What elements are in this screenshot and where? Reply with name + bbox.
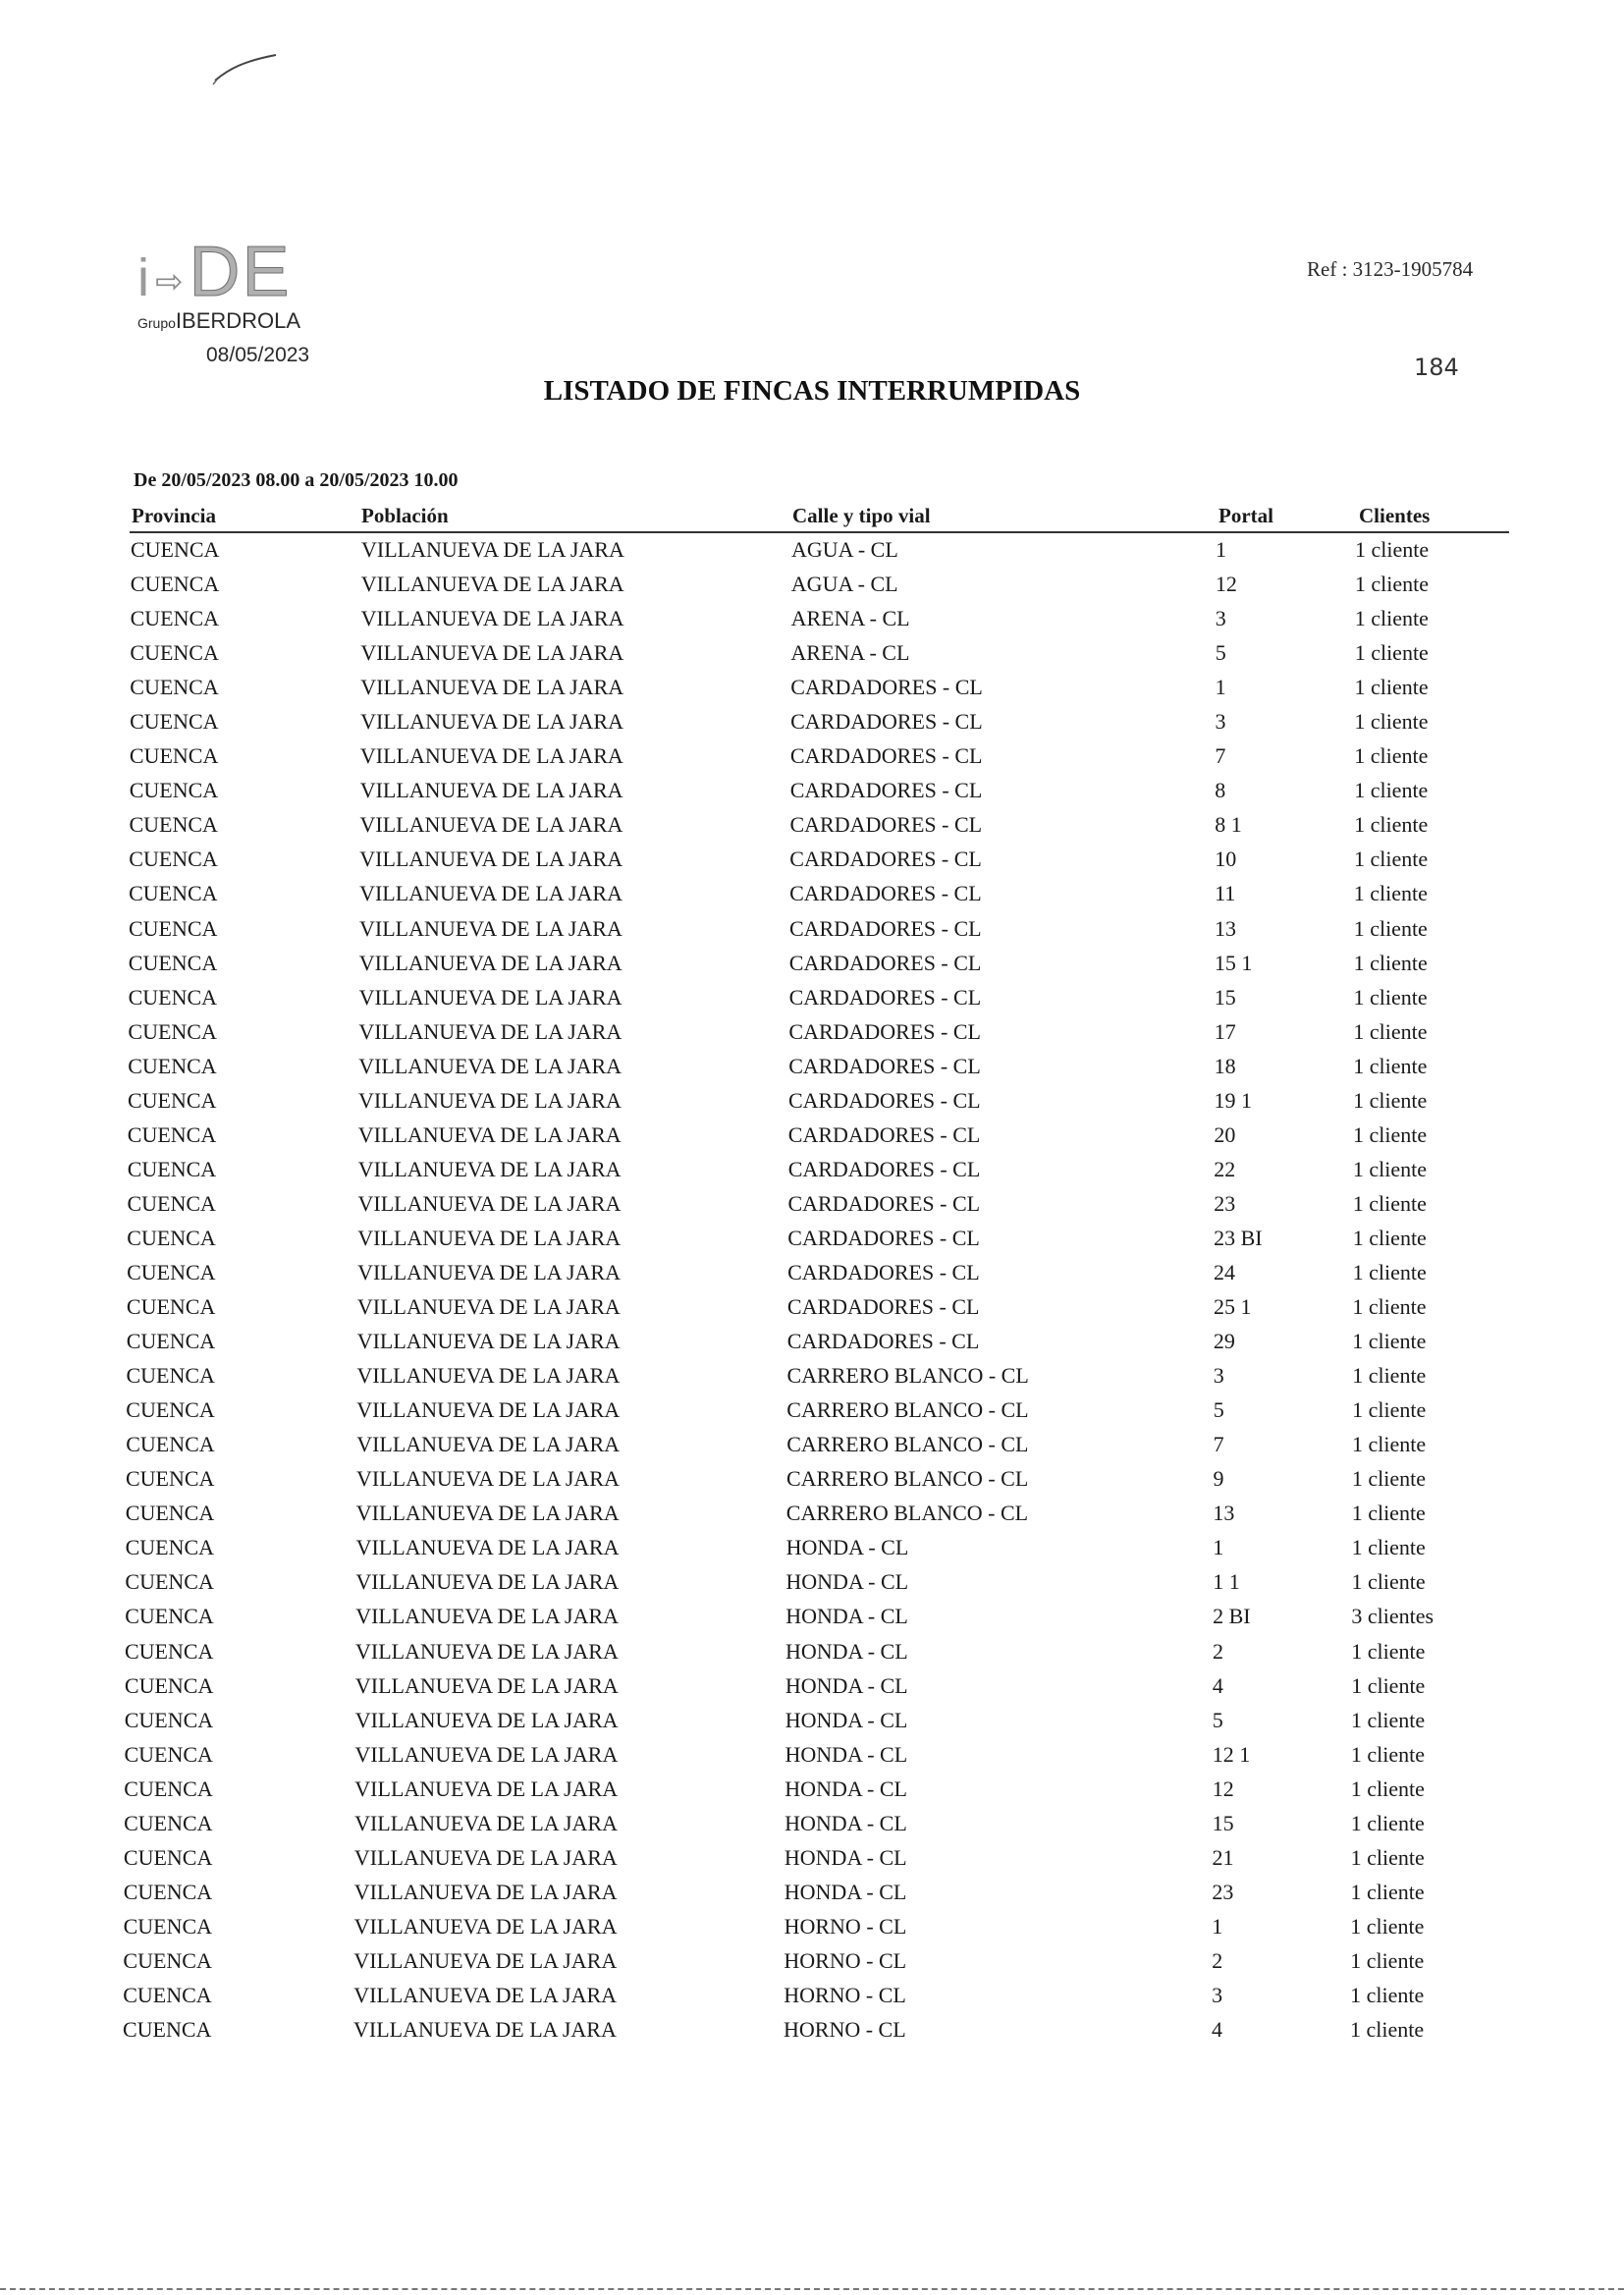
cell-provincia: CUENCA: [123, 1879, 213, 1904]
table-row: [0, 1363, 1624, 1397]
cell-calle: HONDA - CL: [785, 1535, 909, 1560]
cell-calle: HORNO - CL: [784, 1982, 906, 2007]
cell-provincia: CUENCA: [124, 1741, 213, 1767]
cell-clientes: 1 cliente: [1352, 1259, 1427, 1284]
cell-clientes: 1 cliente: [1354, 606, 1429, 631]
cell-provincia: CUENCA: [126, 1294, 216, 1320]
cell-clientes: 1 cliente: [1354, 847, 1429, 872]
cell-calle: CARDADORES - CL: [787, 1190, 981, 1216]
table-row: [0, 881, 1624, 915]
cell-portal: 15: [1212, 1810, 1234, 1835]
table-row: [0, 778, 1624, 812]
cell-clientes: 1 cliente: [1353, 915, 1428, 941]
cell-calle: CARDADORES - CL: [787, 1259, 980, 1284]
cell-provincia: CUENCA: [128, 984, 218, 1010]
logo-letter-i: i: [137, 248, 149, 307]
cell-provincia: CUENCA: [130, 709, 219, 735]
cell-calle: CARRERO BLANCO - CL: [786, 1363, 1029, 1389]
table-row: [0, 951, 1624, 985]
cell-poblacion: VILLANUEVA DE LA JARA: [359, 812, 623, 838]
cell-calle: CARRERO BLANCO - CL: [786, 1432, 1029, 1457]
cell-provincia: CUENCA: [126, 1432, 215, 1457]
cell-poblacion: VILLANUEVA DE LA JARA: [353, 1982, 618, 2007]
cell-portal: 9: [1213, 1466, 1224, 1492]
cell-poblacion: VILLANUEVA DE LA JARA: [354, 1810, 618, 1835]
cell-provincia: CUENCA: [129, 812, 218, 838]
table-row: [0, 1535, 1624, 1569]
cell-calle: HONDA - CL: [785, 1638, 908, 1664]
cell-calle: HONDA - CL: [784, 1844, 907, 1870]
column-header-provincia: Provincia: [132, 504, 216, 527]
cell-poblacion: VILLANUEVA DE LA JARA: [359, 881, 623, 906]
table-row: [0, 2017, 1624, 2051]
cell-portal: 22: [1214, 1156, 1236, 1181]
cell-portal: 1: [1216, 537, 1226, 562]
cell-portal: 2: [1212, 1947, 1223, 1973]
table-row: [0, 985, 1624, 1019]
cell-clientes: 1 cliente: [1350, 1741, 1426, 1767]
cell-calle: AGUA - CL: [791, 537, 898, 562]
table-row: [0, 709, 1624, 743]
cell-clientes: 1 cliente: [1352, 1329, 1427, 1354]
cell-calle: ARENA - CL: [790, 606, 910, 631]
cell-calle: CARDADORES - CL: [788, 1018, 981, 1044]
cell-provincia: CUENCA: [129, 778, 219, 803]
table-row: [0, 1742, 1624, 1776]
cell-calle: CARRERO BLANCO - CL: [785, 1501, 1029, 1526]
cell-provincia: CUENCA: [125, 1569, 214, 1595]
cell-poblacion: VILLANUEVA DE LA JARA: [355, 1638, 619, 1664]
reference-number: Ref : 3123-1905784: [1307, 257, 1474, 281]
cell-poblacion: VILLANUEVA DE LA JARA: [359, 778, 623, 803]
cell-calle: AGUA - CL: [790, 572, 898, 597]
cell-clientes: 1 cliente: [1350, 1879, 1425, 1904]
cell-poblacion: VILLANUEVA DE LA JARA: [359, 743, 623, 769]
cell-clientes: 1 cliente: [1353, 1121, 1428, 1147]
cell-calle: CARDADORES - CL: [787, 1121, 981, 1147]
cell-clientes: 1 cliente: [1350, 1947, 1425, 1973]
cell-portal: 12: [1212, 1776, 1234, 1801]
cell-calle: CARDADORES - CL: [788, 950, 982, 975]
cell-poblacion: VILLANUEVA DE LA JARA: [353, 2017, 617, 2043]
table-row: [0, 606, 1624, 640]
cell-portal: 12: [1215, 572, 1237, 597]
cell-provincia: CUENCA: [129, 847, 218, 872]
cell-poblacion: VILLANUEVA DE LA JARA: [358, 984, 623, 1010]
cell-clientes: 1 cliente: [1354, 709, 1429, 735]
cell-provincia: CUENCA: [129, 915, 218, 941]
table-row: [0, 1845, 1624, 1880]
cell-clientes: 1 cliente: [1353, 881, 1428, 906]
cell-calle: ARENA - CL: [790, 640, 910, 666]
cell-portal: 18: [1214, 1053, 1236, 1078]
cell-clientes: 1 cliente: [1351, 1466, 1427, 1492]
cell-calle: HORNO - CL: [784, 1913, 907, 1939]
table-row: [0, 1604, 1624, 1638]
table-row: [0, 1019, 1624, 1054]
cell-clientes: 1 cliente: [1351, 1707, 1426, 1732]
cell-clientes: 3 clientes: [1351, 1604, 1435, 1629]
cell-provincia: CUENCA: [128, 950, 218, 975]
cell-provincia: CUENCA: [129, 881, 218, 906]
cell-portal: 5: [1213, 1397, 1224, 1423]
cell-clientes: 1 cliente: [1354, 640, 1429, 666]
cell-provincia: CUENCA: [130, 606, 220, 631]
table-row: [0, 1260, 1624, 1294]
table-row: [0, 1088, 1624, 1122]
cell-poblacion: VILLANUEVA DE LA JARA: [353, 1913, 618, 1939]
table-row: [0, 1226, 1624, 1260]
cell-provincia: CUENCA: [123, 1844, 213, 1870]
cell-clientes: 1 cliente: [1353, 1018, 1428, 1044]
cell-provincia: CUENCA: [126, 1329, 216, 1354]
table-row: [0, 1914, 1624, 1948]
logo-letters-de: DE: [189, 233, 292, 312]
table-row: [0, 675, 1624, 709]
cell-provincia: CUENCA: [126, 1397, 215, 1423]
cell-provincia: CUENCA: [126, 1363, 215, 1389]
cell-provincia: CUENCA: [123, 1982, 212, 2007]
cell-poblacion: VILLANUEVA DE LA JARA: [358, 950, 623, 975]
cell-portal: 8: [1215, 778, 1226, 803]
table-row: [0, 847, 1624, 881]
cell-provincia: CUENCA: [131, 537, 220, 562]
cell-calle: HONDA - CL: [785, 1776, 907, 1801]
cell-portal: 15 1: [1214, 950, 1253, 975]
cell-calle: HORNO - CL: [784, 1947, 907, 1973]
cell-poblacion: VILLANUEVA DE LA JARA: [355, 1569, 620, 1595]
table-row: [0, 1776, 1624, 1811]
cell-calle: CARDADORES - CL: [787, 1225, 980, 1250]
cell-portal: 12 1: [1212, 1741, 1251, 1767]
cell-provincia: CUENCA: [123, 1947, 212, 1973]
table-row: [0, 1983, 1624, 2017]
cell-poblacion: VILLANUEVA DE LA JARA: [360, 572, 624, 597]
column-header-calle: Calle y tipo vial: [792, 504, 931, 527]
cell-poblacion: VILLANUEVA DE LA JARA: [357, 1156, 622, 1181]
cell-portal: 10: [1215, 847, 1237, 872]
cell-calle: CARDADORES - CL: [788, 1087, 981, 1113]
cell-calle: CARDADORES - CL: [786, 1329, 980, 1354]
cell-clientes: 1 cliente: [1354, 743, 1429, 769]
document-date: 08/05/2023: [206, 344, 310, 366]
cell-clientes: 1 cliente: [1350, 2017, 1425, 2043]
cell-calle: CARDADORES - CL: [788, 984, 982, 1010]
cell-poblacion: VILLANUEVA DE LA JARA: [361, 537, 624, 562]
table-row: [0, 1569, 1624, 1604]
logo-group-name: GrupoIBERDROLA: [137, 308, 301, 333]
pen-scribble: [211, 47, 280, 86]
cell-portal: 3: [1215, 709, 1226, 735]
cell-provincia: CUENCA: [128, 1087, 217, 1113]
table-row: [0, 743, 1624, 778]
cell-provincia: CUENCA: [129, 743, 219, 769]
cell-clientes: 1 cliente: [1352, 1156, 1428, 1181]
cell-calle: HONDA - CL: [785, 1707, 908, 1732]
cell-clientes: 1 cliente: [1350, 1982, 1425, 2007]
cell-poblacion: VILLANUEVA DE LA JARA: [360, 675, 624, 700]
cell-poblacion: VILLANUEVA DE LA JARA: [357, 1190, 622, 1216]
cell-portal: 24: [1214, 1259, 1235, 1284]
cell-clientes: 1 cliente: [1351, 1638, 1426, 1664]
table-row: [0, 1294, 1624, 1329]
cell-provincia: CUENCA: [127, 1190, 216, 1216]
cell-provincia: CUENCA: [125, 1604, 214, 1629]
table-row: [0, 1639, 1624, 1673]
cell-portal: 11: [1215, 881, 1236, 906]
cell-clientes: 1 cliente: [1351, 1535, 1426, 1560]
cell-poblacion: VILLANUEVA DE LA JARA: [357, 1121, 622, 1147]
page-title: LISTADO DE FINCAS INTERRUMPIDAS: [543, 375, 1081, 407]
cell-clientes: 1 cliente: [1353, 1087, 1428, 1113]
cell-clientes: 1 cliente: [1352, 1190, 1427, 1216]
cell-calle: CARDADORES - CL: [790, 675, 983, 700]
cell-provincia: CUENCA: [130, 572, 220, 597]
cell-poblacion: VILLANUEVA DE LA JARA: [358, 1018, 623, 1044]
cell-portal: 3: [1213, 1363, 1224, 1389]
cell-portal: 15: [1214, 984, 1236, 1010]
cell-portal: 23: [1214, 1190, 1236, 1216]
company-logo: [137, 233, 334, 334]
cell-poblacion: VILLANUEVA DE LA JARA: [356, 1329, 621, 1354]
cell-calle: CARDADORES - CL: [787, 1156, 981, 1181]
column-header-portal: Portal: [1218, 504, 1273, 527]
logo-arrow-icon: ⇨: [155, 262, 184, 301]
cell-poblacion: VILLANUEVA DE LA JARA: [356, 1363, 621, 1389]
cell-portal: 23 BI: [1214, 1225, 1263, 1250]
cell-provincia: CUENCA: [125, 1535, 215, 1560]
cell-portal: 2 BI: [1213, 1604, 1251, 1629]
cell-poblacion: VILLANUEVA DE LA JARA: [356, 1397, 621, 1423]
logo-mark: [137, 233, 334, 312]
footer-scan-line: [0, 2288, 1624, 2291]
cell-calle: CARDADORES - CL: [789, 847, 982, 872]
cell-portal: 1: [1212, 1913, 1223, 1939]
cell-portal: 2: [1213, 1638, 1223, 1664]
cell-provincia: CUENCA: [124, 1707, 214, 1732]
cell-poblacion: VILLANUEVA DE LA JARA: [353, 1947, 618, 1973]
table-row: [0, 1466, 1624, 1501]
cell-calle: CARDADORES - CL: [790, 709, 983, 735]
cell-clientes: 1 cliente: [1353, 1053, 1428, 1078]
cell-portal: 5: [1215, 640, 1226, 666]
cell-clientes: 1 cliente: [1354, 778, 1429, 803]
cell-portal: 25 1: [1214, 1294, 1252, 1320]
cell-clientes: 1 cliente: [1351, 1501, 1426, 1526]
cell-portal: 17: [1214, 1018, 1236, 1044]
cell-calle: HONDA - CL: [785, 1741, 908, 1767]
cell-poblacion: VILLANUEVA DE LA JARA: [355, 1604, 620, 1629]
cell-calle: CARRERO BLANCO - CL: [786, 1397, 1029, 1423]
cell-calle: HONDA - CL: [785, 1810, 907, 1835]
cell-portal: 7: [1215, 743, 1226, 769]
cell-provincia: CUENCA: [125, 1638, 214, 1664]
cell-clientes: 1 cliente: [1352, 1432, 1427, 1457]
cell-provincia: CUENCA: [124, 1776, 213, 1801]
cell-provincia: CUENCA: [130, 675, 219, 700]
table-row: [0, 572, 1624, 606]
cell-poblacion: VILLANUEVA DE LA JARA: [359, 915, 623, 941]
cell-poblacion: VILLANUEVA DE LA JARA: [358, 1087, 622, 1113]
table-row: [0, 1329, 1624, 1363]
handwritten-page-number: 184: [1414, 354, 1459, 381]
cell-poblacion: VILLANUEVA DE LA JARA: [358, 1053, 623, 1078]
cell-calle: HONDA - CL: [785, 1672, 908, 1698]
table-row: [0, 537, 1624, 572]
cell-clientes: 1 cliente: [1354, 675, 1429, 700]
cell-portal: 4: [1212, 1672, 1223, 1698]
cell-portal: 21: [1212, 1844, 1234, 1870]
cell-poblacion: VILLANUEVA DE LA JARA: [354, 1672, 619, 1698]
cell-calle: CARRERO BLANCO - CL: [786, 1466, 1029, 1492]
cell-portal: 20: [1214, 1121, 1236, 1147]
cell-provincia: CUENCA: [130, 640, 219, 666]
cell-portal: 29: [1213, 1329, 1235, 1354]
table-row: [0, 1432, 1624, 1466]
cell-portal: 23: [1212, 1879, 1234, 1904]
cell-clientes: 1 cliente: [1351, 1672, 1426, 1698]
table-row: [0, 1708, 1624, 1742]
cell-calle: HORNO - CL: [784, 2017, 906, 2043]
cell-clientes: 1 cliente: [1352, 1294, 1427, 1320]
cell-provincia: CUENCA: [123, 1913, 213, 1939]
cell-poblacion: VILLANUEVA DE LA JARA: [355, 1501, 620, 1526]
cell-portal: 13: [1215, 915, 1236, 941]
cell-calle: CARDADORES - CL: [788, 1053, 981, 1078]
cell-provincia: CUENCA: [128, 1053, 217, 1078]
cell-provincia: CUENCA: [127, 1259, 216, 1284]
cell-poblacion: VILLANUEVA DE LA JARA: [354, 1741, 619, 1767]
cell-provincia: CUENCA: [126, 1466, 215, 1492]
cell-poblacion: VILLANUEVA DE LA JARA: [356, 1466, 620, 1492]
cell-portal: 8 1: [1215, 812, 1242, 838]
cell-calle: HONDA - CL: [785, 1569, 909, 1595]
cell-provincia: CUENCA: [124, 1810, 213, 1835]
cell-portal: 13: [1213, 1501, 1235, 1526]
cell-poblacion: VILLANUEVA DE LA JARA: [357, 1259, 621, 1284]
cell-clientes: 1 cliente: [1354, 812, 1429, 838]
table-row: [0, 1054, 1624, 1088]
cell-clientes: 1 cliente: [1353, 950, 1428, 975]
cell-poblacion: VILLANUEVA DE LA JARA: [360, 709, 623, 735]
cell-poblacion: VILLANUEVA DE LA JARA: [353, 1844, 618, 1870]
cell-clientes: 1 cliente: [1350, 1776, 1425, 1801]
cell-portal: 19 1: [1214, 1087, 1252, 1113]
cell-portal: 7: [1213, 1432, 1224, 1457]
cell-clientes: 1 cliente: [1354, 572, 1430, 597]
cell-poblacion: VILLANUEVA DE LA JARA: [353, 1879, 618, 1904]
cell-portal: 3: [1212, 1982, 1223, 2007]
cell-portal: 1: [1213, 1535, 1224, 1560]
table-row: [0, 1673, 1624, 1708]
cell-clientes: 1 cliente: [1350, 1913, 1425, 1939]
table-row: [0, 1811, 1624, 1845]
table-row: [0, 1191, 1624, 1226]
cell-calle: CARDADORES - CL: [789, 778, 983, 803]
table-row: [0, 812, 1624, 847]
cell-portal: 4: [1212, 2017, 1222, 2043]
cell-calle: HONDA - CL: [784, 1879, 907, 1904]
cell-clientes: 1 cliente: [1351, 1569, 1426, 1595]
cell-clientes: 1 cliente: [1352, 1363, 1427, 1389]
cell-calle: CARDADORES - CL: [786, 1294, 980, 1320]
cell-provincia: CUENCA: [127, 1156, 217, 1181]
cell-provincia: CUENCA: [127, 1225, 216, 1250]
cell-provincia: CUENCA: [123, 2017, 212, 2043]
table-row: [0, 1157, 1624, 1191]
table-row: [0, 640, 1624, 675]
cell-clientes: 1 cliente: [1350, 1844, 1425, 1870]
cell-poblacion: VILLANUEVA DE LA JARA: [356, 1294, 621, 1320]
cell-poblacion: VILLANUEVA DE LA JARA: [354, 1707, 619, 1732]
cell-poblacion: VILLANUEVA DE LA JARA: [354, 1776, 619, 1801]
table-row: [0, 916, 1624, 951]
date-range: De 20/05/2023 08.00 a 20/05/2023 10.00: [134, 469, 459, 491]
cell-clientes: 1 cliente: [1350, 1810, 1425, 1835]
cell-provincia: CUENCA: [125, 1501, 215, 1526]
table-row: [0, 1397, 1624, 1432]
table-row: [0, 1501, 1624, 1535]
cell-calle: CARDADORES - CL: [789, 812, 983, 838]
cell-clientes: 1 cliente: [1355, 537, 1430, 562]
cell-portal: 1 1: [1213, 1569, 1240, 1595]
cell-portal: 5: [1212, 1707, 1223, 1732]
cell-calle: CARDADORES - CL: [789, 881, 982, 906]
table-header: [130, 502, 1509, 533]
cell-poblacion: VILLANUEVA DE LA JARA: [360, 606, 624, 631]
cell-portal: 3: [1215, 606, 1226, 631]
cell-provincia: CUENCA: [127, 1121, 217, 1147]
cell-provincia: CUENCA: [124, 1672, 214, 1698]
table-row: [0, 1948, 1624, 1983]
cell-clientes: 1 cliente: [1353, 984, 1428, 1010]
table-row: [0, 1880, 1624, 1914]
cell-portal: 1: [1215, 675, 1226, 700]
column-header-poblacion: Población: [361, 504, 449, 527]
column-header-clientes: Clientes: [1359, 504, 1431, 527]
cell-provincia: CUENCA: [128, 1018, 217, 1044]
cell-poblacion: VILLANUEVA DE LA JARA: [356, 1432, 621, 1457]
cell-clientes: 1 cliente: [1352, 1397, 1427, 1423]
cell-poblacion: VILLANUEVA DE LA JARA: [355, 1535, 620, 1560]
cell-calle: CARDADORES - CL: [789, 743, 983, 769]
table-row: [0, 1122, 1624, 1157]
cell-poblacion: VILLANUEVA DE LA JARA: [357, 1225, 622, 1250]
cell-poblacion: VILLANUEVA DE LA JARA: [360, 640, 624, 666]
table-body: [0, 537, 1624, 2051]
cell-calle: CARDADORES - CL: [789, 915, 982, 941]
cell-poblacion: VILLANUEVA DE LA JARA: [359, 847, 623, 872]
cell-calle: HONDA - CL: [785, 1604, 908, 1629]
cell-clientes: 1 cliente: [1352, 1225, 1427, 1250]
